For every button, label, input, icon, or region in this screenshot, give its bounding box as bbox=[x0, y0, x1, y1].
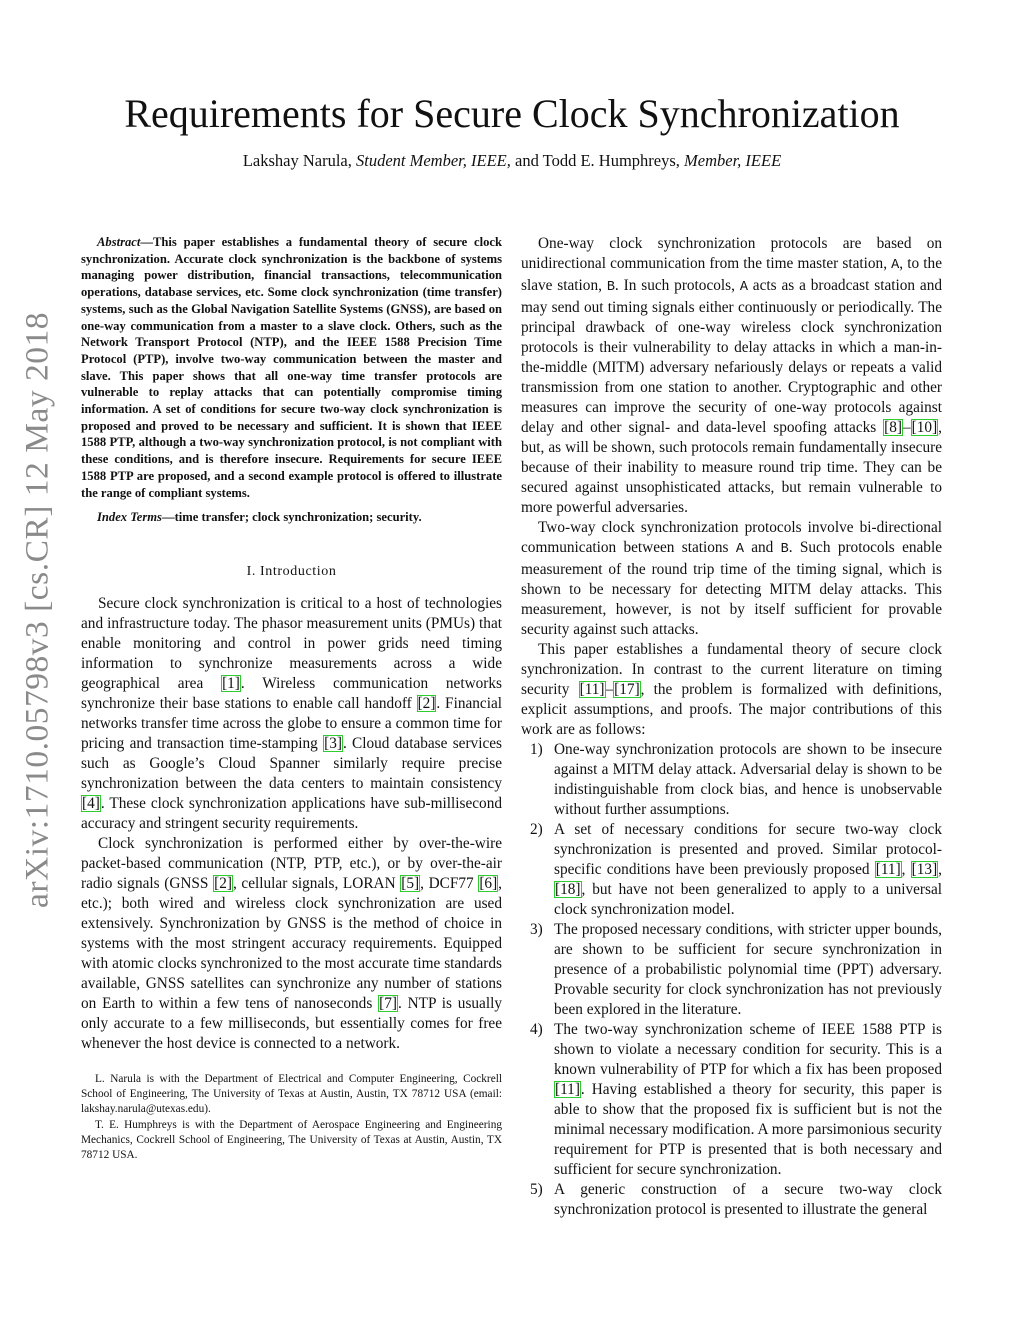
contribution-item bbox=[521, 1180, 942, 1220]
station-symbol: B bbox=[606, 280, 615, 295]
text-span: Clock synchronization is performed either by over-the-wire packet-based communication (NTP, PTP, etc.), or by over-the-air radio signals (GNSS bbox=[81, 834, 502, 892]
text-span: , but have not been generalized to apply to a universal clock synchronization model. bbox=[554, 881, 942, 918]
citation-link[interactable]: [1] bbox=[222, 674, 240, 692]
abstract bbox=[81, 234, 502, 501]
list-number: 5) bbox=[530, 1181, 543, 1198]
text-span: , the problem is formalized with definitions, explicit assumptions, and proofs. The major contributions of this work are as follows: bbox=[521, 681, 943, 738]
text-span: The proposed necessary conditions, with stricter upper bounds, are shown to be sufficient for secure synchronization in presence of a probabilistic polynomial time (PPT) adversary. Provable security for clock synchronization has not previously been explored in the literature. bbox=[554, 921, 942, 1018]
author-conjunction: and bbox=[515, 151, 539, 170]
right-paragraph-1 bbox=[521, 234, 942, 518]
index-terms-lead: Index Terms bbox=[97, 510, 162, 525]
text-span: One-way clock synchronization protocols are based on unidirectional communication from the time master station, bbox=[521, 235, 942, 272]
text-span: acts as a broadcast station and may send out timing signals either continuously or periodically. The principal drawback of one-way wireless clock synchronization protocols is their vulnerability to delay attacks in which a man-in-the-middle (MITM) adversary nefariously delays or repeats a valid transmission from one station to another. Cryptographic and other measures can improve the security of one-way protocols against delay and other signal- and data-level spoofing attacks bbox=[521, 277, 942, 436]
section-heading-introduction: I. Introduction bbox=[246, 563, 337, 579]
text-span: and bbox=[743, 539, 781, 556]
text-span: . Wireless communication networks synchronize their base stations to enable call handoff bbox=[81, 674, 502, 712]
index-terms bbox=[81, 509, 502, 526]
right-paragraph-3 bbox=[521, 640, 942, 740]
text-span: . In such protocols, bbox=[614, 277, 740, 294]
author-1-name: Lakshay Narula, bbox=[242, 151, 352, 170]
paper-title: Requirements for Secure Clock Synchronization bbox=[124, 91, 900, 136]
citation-link[interactable]: [11] bbox=[875, 861, 901, 878]
citation-link[interactable]: [4] bbox=[82, 794, 100, 812]
abstract-text: —This paper establishes a fundamental theory of secure clock synchronization. Accurate clock synchronization is the backbone of systems managing power distribution, financial transactions, telecommunication operations, database services, etc. Some clock synchronization (time transfer) systems, such as the Global Navigation Satellite Systems (GNSS), are based on one-way communication from a master to a slave clock. Others, such as the Network Transport Protocol (NTP), and the IEEE 1588 Precision Time Protocol (PTP), involve two-way communication between the master and slave. This paper shows that all one-way time transfer protocols are vulnerable to replay attacks that can potentially compromise timing information. A set of conditions for secure two-way clock synchronization is proposed and proved to be necessary and sufficient. It is shown that IEEE 1588 PTP, although a two-way synchronization protocol, is not compliant with these conditions, and is therefore insecure. Requirements for secure IEEE 1588 PTP are proposed, and a second example protocol is offered to illustrate the range of compliant systems. bbox=[81, 235, 502, 500]
text-span: One-way synchronization protocols are shown to be insecure against a MITM delay attack. Adversarial delay is shown to be indistinguishable from clock bias, and hence is unobservable without further assumptions. bbox=[554, 741, 942, 818]
arxiv-stamp-svg bbox=[18, 310, 62, 910]
contributions-list bbox=[521, 740, 942, 1220]
contribution-item bbox=[521, 740, 942, 820]
arxiv-stamp-text: arXiv:1710.05798v3 [cs.CR] 12 May 2018 bbox=[19, 320, 56, 908]
footnote-author-2: T. E. Humphreys is with the Department of Aerospace Engineering and Engineering Mechanics, Cockrell School of Engineering, The University of Texas at Austin, Austin, TX 78712 USA. bbox=[81, 1119, 502, 1161]
citation-link[interactable]: [5] bbox=[401, 874, 420, 892]
station-symbol: A bbox=[891, 258, 900, 273]
index-terms-text: —time transfer; clock synchronization; security. bbox=[161, 510, 422, 525]
text-span: – bbox=[605, 681, 614, 698]
contribution-item bbox=[521, 820, 942, 920]
citation-link[interactable]: [18] bbox=[555, 881, 581, 898]
citation-link[interactable]: [2] bbox=[417, 694, 436, 712]
text-span: , bbox=[901, 861, 911, 878]
citation-link[interactable]: [7] bbox=[379, 994, 397, 1012]
text-span: This paper establishes a fundamental theory of secure clock synchronization. In contrast to the current literature on timing security bbox=[521, 641, 942, 698]
text-span: – bbox=[903, 419, 911, 436]
contribution-item bbox=[521, 1020, 942, 1180]
text-span: . These clock synchronization applications have sub-millisecond accuracy and stringent security requirements. bbox=[81, 794, 502, 832]
station-symbol: A bbox=[739, 280, 748, 295]
citation-link[interactable]: [13] bbox=[911, 861, 938, 878]
text-span: The two-way synchronization scheme of IEEE 1588 PTP is shown to violate a necessary condition for security. This is a known vulnerability of PTP for which a fix has been proposed bbox=[554, 1021, 942, 1078]
list-number: 1) bbox=[530, 741, 543, 758]
text-span: . Cloud database services such as Google’s Cloud Spanner similarly require precise synchronization between the data centers to maintain consistency bbox=[81, 734, 502, 792]
intro-paragraph-1 bbox=[81, 594, 502, 834]
text-span: . Financial networks transfer time across the globe to ensure a common time for pricing and transaction time-stamping bbox=[81, 694, 502, 752]
text-span: . NTP is usually only accurate to a few milliseconds, but essentially comes for free whenever the host device is connected to a network. bbox=[81, 994, 502, 1052]
citation-link[interactable]: [6] bbox=[479, 874, 498, 892]
left-column bbox=[81, 234, 502, 1165]
author-2-role: Member, IEEE bbox=[684, 151, 782, 170]
text-span: Two-way clock synchronization protocols involve bi-directional communication between stations bbox=[521, 519, 942, 556]
right-paragraph-2 bbox=[521, 518, 942, 640]
list-number: 2) bbox=[530, 821, 543, 838]
citation-link[interactable]: [8] bbox=[884, 419, 903, 436]
text-span: , DCF77 bbox=[420, 874, 479, 892]
list-number: 3) bbox=[530, 921, 543, 938]
intro-paragraph-2 bbox=[81, 834, 502, 1054]
citation-link[interactable]: [11] bbox=[579, 681, 605, 698]
text-span: , bbox=[938, 861, 942, 878]
contribution-item bbox=[521, 920, 942, 1020]
citation-link[interactable]: [3] bbox=[324, 734, 342, 752]
text-span: A set of necessary conditions for secure two-way clock synchronization is presented and proved. Similar protocol-specific conditions have been previously proposed bbox=[554, 821, 942, 878]
author-1-role: Student Member, IEEE, bbox=[356, 151, 511, 170]
text-span: , but, as will be shown, such protocols remain fundamentally insecure because of their inability to measure round trip time. They can be secured against unsophisticated attacks, but remain vulnerable to more powerful adversaries. bbox=[521, 419, 942, 516]
citation-link[interactable]: [17] bbox=[614, 681, 640, 698]
text-span: . Such protocols enable measurement of the round trip time of the timing signal, which is shown to be necessary for detecting MITM delay attacks. This measurement, however, is not by itself sufficient for provable security against such attacks. bbox=[521, 539, 942, 638]
footnote-author-1: L. Narula is with the Department of Electrical and Computer Engineering, Cockrell School of Engineering, The University of Texas at Austin, Austin, TX 78712 USA (email: lakshay.narula@utexas.edu). bbox=[81, 1072, 502, 1115]
arxiv-identifier-stamp bbox=[18, 310, 62, 910]
citation-link[interactable]: [2] bbox=[214, 874, 232, 892]
citation-link[interactable]: [11] bbox=[555, 1081, 580, 1098]
citation-link[interactable]: [10] bbox=[911, 419, 938, 436]
text-span: , cellular signals, LORAN bbox=[232, 874, 401, 892]
text-span: . Having established a theory for security, this paper is able to show that the proposed fix is sufficient but is not the minimal necessary modification. A more parsimonious security requirement for PTP is presented that is both necessary and sufficient for secure synchronization. bbox=[554, 1081, 942, 1178]
text-span: Secure clock synchronization is critical to a host of technologies and infrastructure today. The phasor measurement units (PMUs) that enable monitoring and control in power grids need timing information to synchronize measurements across a wide geographical area bbox=[81, 594, 502, 692]
text-span: , etc.); both wired and wireless clock synchronization are used extensively. Synchronization by GNSS is the method of choice in systems with the most stringent accuracy requirements. Equipped with atomic clocks synchronized to the most accurate time standards available, GNSS satellites can synchronize any number of stations on Earth to within a few tens of nanoseconds bbox=[81, 874, 502, 1012]
author-line bbox=[0, 150, 1024, 172]
abstract-lead: Abstract bbox=[97, 235, 141, 249]
station-symbol: B bbox=[780, 542, 789, 557]
author-2-name: Todd E. Humphreys, bbox=[542, 151, 680, 170]
text-span: , to the slave station, bbox=[521, 255, 942, 294]
text-span: A generic construction of a secure two-way clock synchronization protocol is presented to illustrate the general bbox=[554, 1181, 942, 1218]
right-column bbox=[521, 234, 942, 1220]
footnotes bbox=[81, 1072, 502, 1163]
station-symbol: A bbox=[735, 542, 744, 557]
list-number: 4) bbox=[530, 1021, 543, 1038]
